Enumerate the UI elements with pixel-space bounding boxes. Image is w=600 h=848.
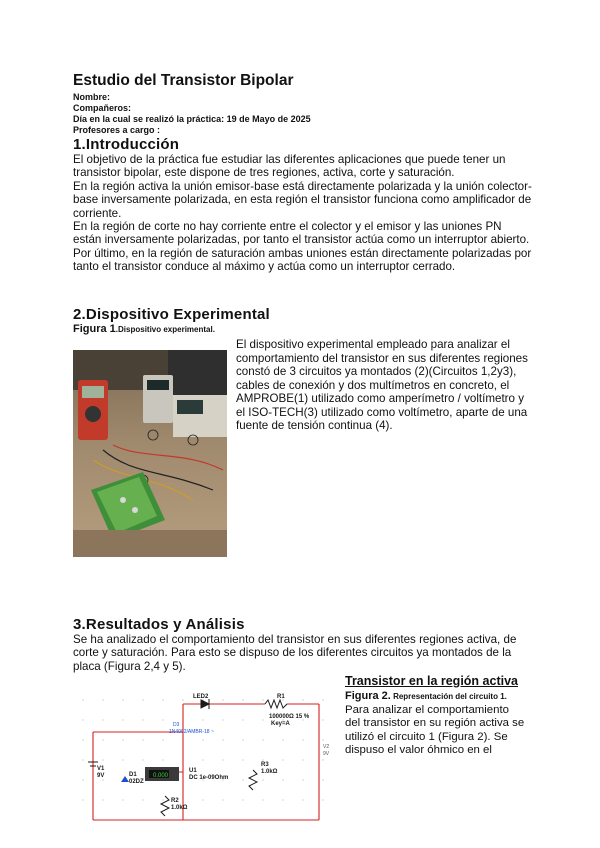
- figure-1-caption: [73, 323, 215, 335]
- resultados-paragraph-2: Para analizar el comportamiento del transistor en su región activa se utilizó el circuito 1 (Figura 2). Se dispuso el valor óhmico en el: [345, 703, 525, 757]
- v1-value: 9V: [97, 773, 105, 779]
- r1-label: R1: [277, 694, 285, 700]
- d3-label: D3: [173, 722, 180, 728]
- figure-2-caption-text: Representación del circuito 1.: [390, 692, 507, 701]
- d1-part: 02DZ: [129, 779, 144, 785]
- intro-body: [73, 153, 533, 274]
- dispositivo-description: El dispositivo experimental empleado para analizar el comportamiento del transistor en sus diferentes regiones constó de 3 circuitos ya montados (2)(Circuitos 1,2y3), cables de conexión y dos multímetros en concreto, el AMPROBE(1) utilizado como amperímetro / voltímetro y el ISO-TECH(3) utilizado como voltímetro, aparte de una fuente de tensión continua (4).: [236, 338, 528, 432]
- r1-key: Key=A: [271, 721, 290, 727]
- d3-part: 1N4002/AMBR-18 ~: [169, 729, 214, 735]
- d1-label: D1: [129, 772, 137, 778]
- v2-label: V2: [323, 744, 330, 750]
- figure-2-block: [345, 690, 525, 758]
- r3-value: 1.0kΩ: [261, 769, 278, 775]
- dispositivo-heading: 2.Dispositivo Experimental: [73, 306, 270, 323]
- intro-heading: 1.Introducción: [73, 136, 180, 153]
- experiment-photo: [73, 350, 227, 557]
- r2-label: R2: [171, 798, 179, 804]
- r1-value: 100000Ω 15 %: [269, 714, 310, 720]
- figure-1-caption-text: .Dispositivo experimental.: [115, 325, 215, 334]
- intro-paragraph-1: El objetivo de la práctica fue estudiar las diferentes aplicaciones que puede tener un transistor bipolar, este dispone de tres regiones, activa, corte y saturación.: [73, 153, 506, 180]
- u1-label: U1: [189, 768, 197, 774]
- intro-paragraph-4: Por último, en la región de saturación ambas uniones están directamente polarizadas por tanto el transistor conduce al máximo y actúa como un interruptor cerrado.: [73, 246, 532, 274]
- intro-paragraph-2: En la región activa la unión emisor-base está directamente polarizada y la unión colector-base inversamente polarizada, en esta región el transistor funciona como amplificador de corriente.: [73, 179, 532, 220]
- document-title: Estudio del Transistor Bipolar: [73, 72, 294, 89]
- multimeter-readout: 0.000: [153, 773, 169, 779]
- resultados-heading: 3.Resultados y Análisis: [73, 616, 245, 633]
- u1-value: DC 1e-09Ohm: [189, 775, 229, 781]
- r3-label: R3: [261, 762, 269, 768]
- figure-2-label: Figura 2.: [345, 690, 391, 702]
- r2-value: 1.0kΩ: [171, 805, 188, 811]
- resultados-paragraph-1: Se ha analizado el comportamiento del transistor en sus diferentes regiones activa, de corte y saturación. Para esto se dispuso de los diferentes circuitos ya montados de la placa (Figura 2,4 y 5).: [73, 633, 517, 673]
- figure-1-label: Figura 1: [73, 323, 116, 335]
- v1-label: V1: [97, 766, 105, 772]
- companeros-label: Compañeros:: [73, 103, 132, 113]
- region-activa-subheading: Transistor en la región activa: [345, 674, 518, 688]
- circuit-diagram: [73, 690, 340, 825]
- led2-label: LED2: [193, 694, 209, 700]
- intro-paragraph-3: En la región de corte no hay corriente entre el colector y el emisor y las uniones PN están inversamente polarizadas, por tanto el transistor actúa como un interruptor abierto.: [73, 220, 530, 247]
- v2-value: 9V: [323, 751, 330, 757]
- figure-2-caption: [345, 690, 525, 704]
- fecha-label: Día en la cual se realizó la práctica: 19 de Mayo de 2025: [73, 114, 311, 124]
- nombre-label: Nombre:: [73, 92, 111, 102]
- profesores-label: Profesores a cargo :: [73, 125, 161, 135]
